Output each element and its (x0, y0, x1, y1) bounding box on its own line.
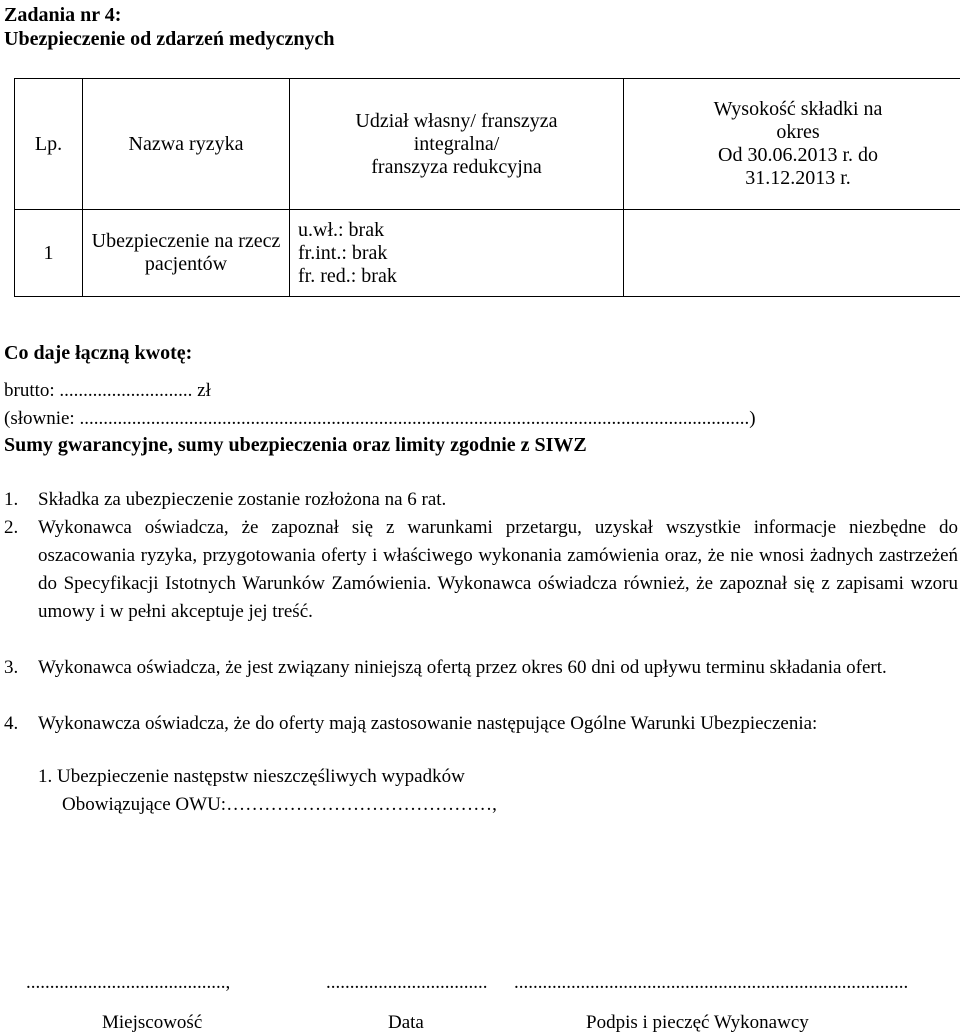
owu-field[interactable]: Obowiązujące OWU:……………………………………, (62, 794, 497, 815)
col-premium-header: Wysokość składki na okres Od 30.06.2013 r. do 31.12.2013 r. (624, 79, 960, 210)
task-number: Zadania nr 4: (4, 4, 122, 26)
slownie-line: (słownie: .............................................................................................................................................) (4, 408, 756, 429)
item-number: 3. (4, 657, 19, 678)
item-number: 1. (4, 489, 19, 510)
table-header-row (15, 79, 960, 210)
item-number: 2. (4, 517, 19, 538)
place-dots[interactable]: .........................................., (26, 972, 231, 993)
col-name-header: Nazwa ryzyka (83, 79, 290, 210)
row-lp: 1 (15, 210, 83, 297)
brutto-line: brutto: ............................ zł (4, 380, 211, 401)
risk-table (14, 78, 960, 297)
page-title: Ubezpieczenie od zdarzeń medycznych (4, 28, 335, 50)
signature-label: Podpis i pieczęć Wykonawcy (586, 1012, 809, 1033)
owu-item: 1. Ubezpieczenie następstw nieszczęśliwych wypadków (38, 766, 465, 787)
list-item: Wykonawcza oświadcza, że do oferty mają zastosowanie następujące Ogólne Warunki Ubezpieczenia: (38, 713, 818, 734)
list-item: Wykonawca oświadcza, że jest związany niniejszą ofertą przez okres 60 dni od upływu terminu składania ofert. (38, 657, 887, 678)
row-premium-cell[interactable] (624, 210, 960, 297)
sums-insured-line: Sumy gwarancyjne, sumy ubezpieczenia oraz limity zgodnie z SIWZ (4, 434, 587, 456)
col-lp-header: Lp. (15, 79, 83, 210)
place-label: Miejscowość (102, 1012, 203, 1033)
numbered-list (0, 486, 960, 986)
list-item: Składka za ubezpieczenie zostanie rozłożona na 6 rat. (38, 489, 447, 510)
list-item: Wykonawca oświadcza, że zapoznał się z warunkami przetargu, uzyskał wszystkie informacje niezbędne do oszacowania ryzyka, przygotowania oferty i właściwego wykonania zamówienia oraz, że nie wnosi żadnych zastrzeżeń do Specyfikacji Istotnych Warunków Zamówienia. Wykonawca oświadcza również, że zapoznał się z zapisami wzoru umowy i w pełni akceptuje jej treść. (38, 517, 958, 622)
col-franchise-header: Udział własny/ franszyza integralna/ franszyza redukcyjna (290, 79, 624, 210)
date-label: Data (388, 1012, 424, 1033)
date-dots[interactable]: .................................. (326, 972, 488, 993)
row-franchise: u.wł.: brak fr.int.: brak fr. red.: brak (290, 210, 624, 297)
table-row (15, 210, 960, 297)
row-risk-name: Ubezpieczenie na rzecz pacjentów (83, 210, 290, 297)
signature-dots[interactable]: ................................................................................... (514, 972, 909, 993)
total-heading: Co daje łączną kwotę: (4, 342, 193, 364)
item-number: 4. (4, 713, 19, 734)
